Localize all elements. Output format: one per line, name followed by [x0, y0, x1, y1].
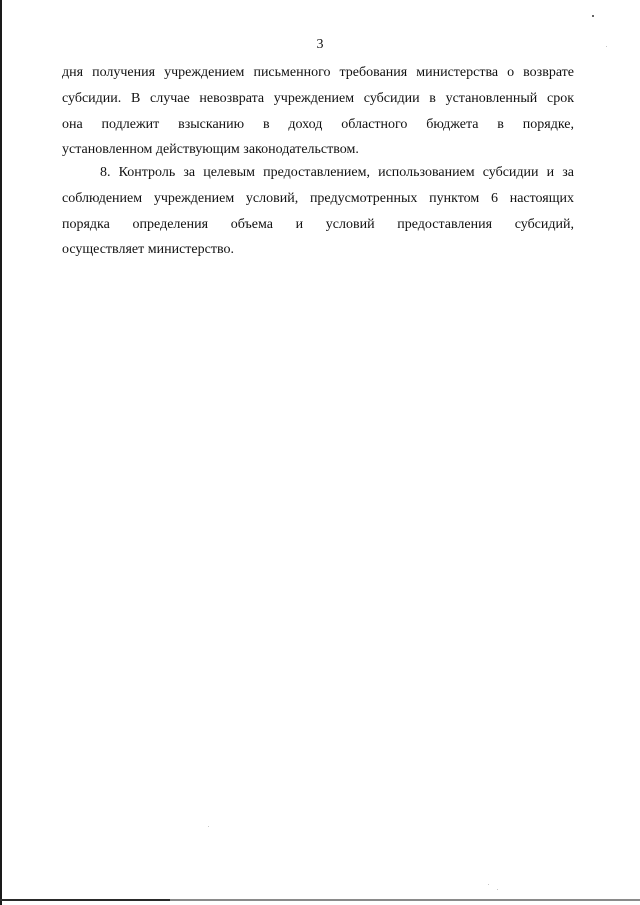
- scan-left-edge: [0, 0, 2, 905]
- scan-speck: [592, 15, 594, 17]
- text-line: осуществляет министерство.: [62, 242, 234, 258]
- paragraph-1: [62, 60, 574, 163]
- text-line: 8. Контроль за целевым предоставлением, использованием субсидии и за: [100, 165, 574, 180]
- scan-speck: [488, 884, 489, 885]
- scan-speck: [497, 889, 498, 890]
- text-line: соблюдением учреждением условий, предусмотренных пунктом 6 настоящих: [62, 190, 574, 206]
- text-line: субсидии. В случае невозврата учреждением субсидии в установленный срок: [62, 90, 574, 106]
- text-line: установленном действующим законодательством.: [62, 142, 359, 158]
- scan-bottom-edge-shadow: [0, 899, 170, 901]
- text-line: она подлежит взысканию в доход областного бюджета в порядке,: [62, 116, 574, 132]
- text-line: порядка определения объема и условий предоставления субсидий,: [62, 216, 574, 232]
- paragraph-2: [62, 160, 574, 263]
- text-line: дня получения учреждением письменного требования министерства о возврате: [62, 65, 574, 80]
- page-number: 3: [316, 37, 324, 52]
- scan-speck: [208, 826, 209, 827]
